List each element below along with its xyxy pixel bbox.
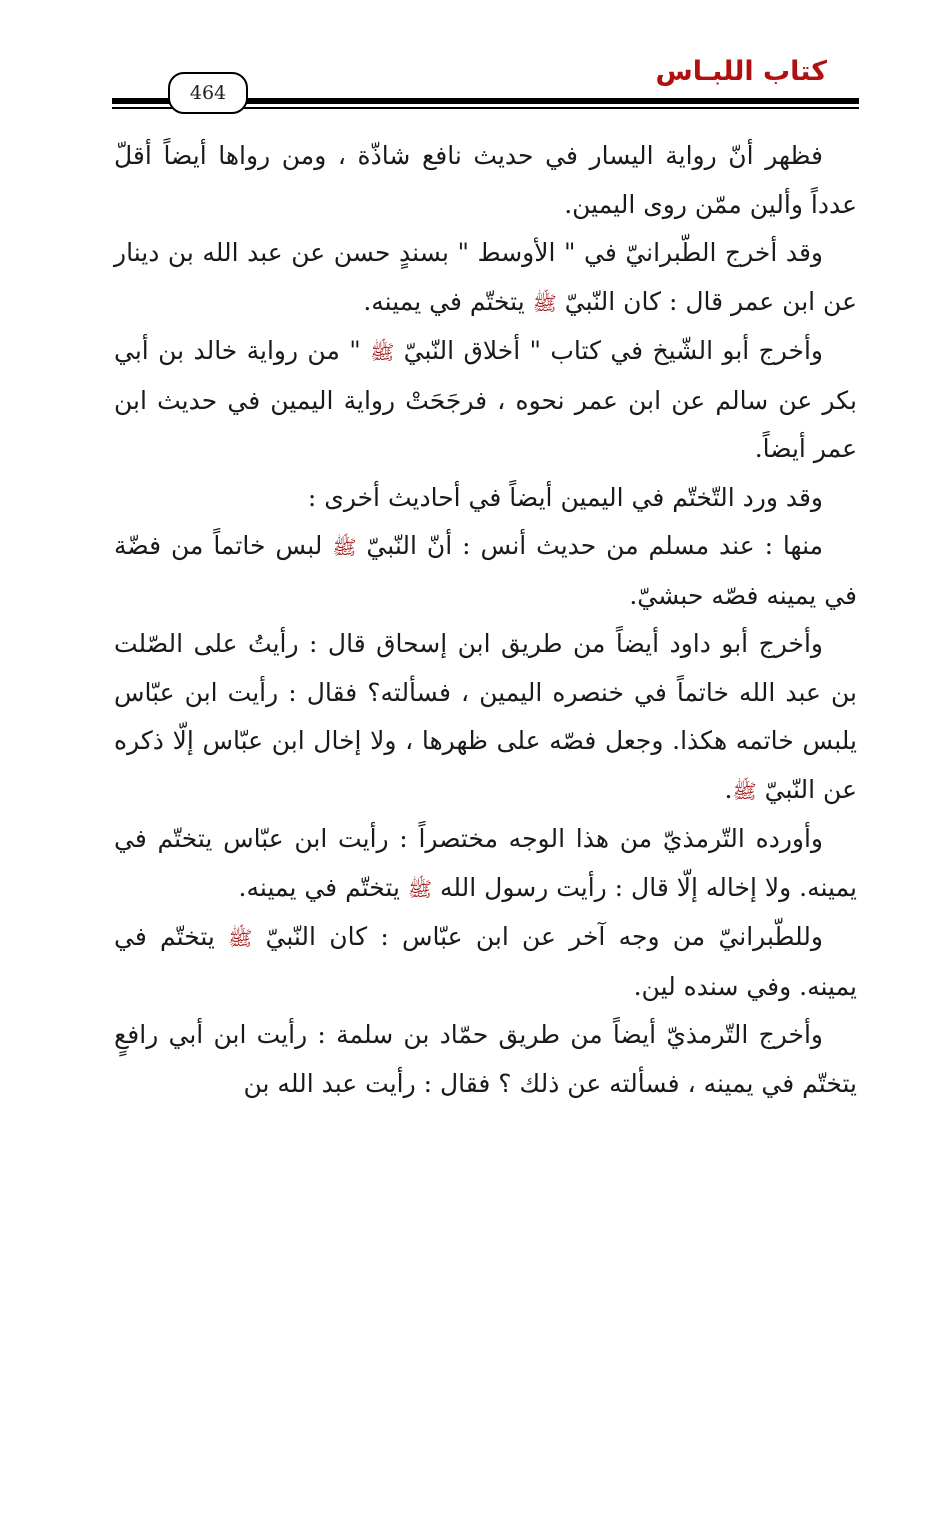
paragraph-text: يتختّم في يمينه. — [238, 872, 408, 902]
paragraph-text: يتختّم في يمينه. — [363, 286, 533, 316]
paragraph-text: . — [724, 774, 733, 804]
paragraph-text: وأخرج أبو الشّيخ في كتاب " أخلاق النّبيّ — [394, 336, 823, 365]
paragraph-text: منها : عند مسلم من حديث أنس : أنّ النّبيّ — [356, 531, 823, 560]
paragraph-text: " من رواية خالد بن أبي بكر عن سالم عن ابن عمر نحوه ، فرجَحَتْ رواية اليمين في حديث ابن عمر أيضاً. — [114, 336, 857, 463]
paragraph-p6 — [114, 620, 857, 815]
paragraph-text: لبس خاتماً من فضّة في يمينه فصّه حبشيّ. — [114, 531, 857, 610]
salawat-honorific: ﷺ — [732, 778, 757, 803]
paragraph-p4 — [114, 474, 857, 523]
paragraph-text: فظهر أنّ رواية اليسار في حديث نافع شاذّة ، ومن رواها أيضاً أقلّ عدداً وألين ممّن روى اليمين. — [114, 141, 857, 219]
text-body — [114, 132, 857, 1108]
paragraph-p5 — [114, 522, 857, 620]
paragraph-text: وللطّبرانيّ من وجه آخر عن ابن عبّاس : كان النّبيّ — [252, 922, 823, 951]
paragraph-text: وأورده التّرمذيّ من هذا الوجه مختصراً : رأيت ابن عبّاس يتختّم في يمينه. ولا إخاله إلّا قال : رأيت رسول الله — [114, 824, 857, 902]
paragraph-text: وقد أخرج الطّبرانيّ في " الأوسط " بسندٍ حسن عن عبد الله بن دينار عن ابن عمر قال : كان النّبيّ — [114, 238, 857, 316]
page-header — [112, 56, 859, 120]
paragraph-text: يتختّم في يمينه. وفي سنده لين. — [114, 922, 857, 1001]
paragraph-text: وقد ورد التّختّم في اليمين أيضاً في أحاديث أخرى : — [307, 482, 823, 512]
paragraph-text: وأخرج التّرمذيّ أيضاً من طريق حمّاد بن سلمة : رأيت ابن أبي رافعٍ يتختّم في يمينه ، فسألته عن ذلك ؟ فقال : رأيت عبد الله بن — [114, 1020, 857, 1098]
paragraph-p2 — [114, 229, 857, 327]
paragraph-p9 — [114, 1011, 857, 1108]
paragraph-text: وأخرج أبو داود أيضاً من طريق ابن إسحاق قال : رأيتُ على الصّلت بن عبد الله خاتماً في خنصره اليمين ، فسألته؟ فقال : رأيت ابن عبّاس يلبس خاتمه هكذا. وجعل فصّه على ظهرها ، ولا إخال ابن عبّاس إلّا ذكره عن النّبيّ — [114, 629, 857, 804]
salawat-honorific: ﷺ — [228, 926, 253, 950]
page-number: 464 — [168, 72, 248, 114]
salawat-honorific: ﷺ — [407, 876, 433, 901]
salawat-honorific: ﷺ — [332, 535, 357, 559]
book-title: كتاب اللبـاس — [655, 56, 827, 87]
salawat-honorific: ﷺ — [532, 290, 557, 315]
paragraph-p8 — [114, 913, 857, 1011]
paragraph-p3 — [114, 327, 857, 474]
paragraph-p1 — [114, 132, 857, 229]
salawat-honorific: ﷺ — [370, 340, 395, 364]
paragraph-p7 — [114, 815, 857, 913]
